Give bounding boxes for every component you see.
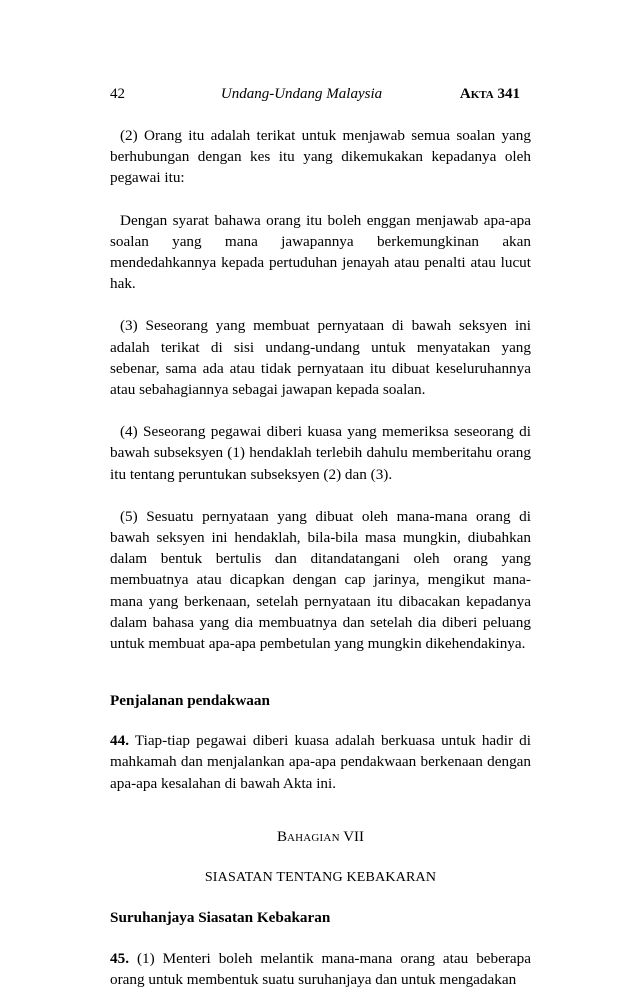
page-number: 42 xyxy=(110,86,125,102)
running-title: Undang-Undang Malaysia xyxy=(220,86,383,102)
section-44 xyxy=(110,730,531,794)
section-45-heading: Suruhanjaya Siasatan Kebakaran xyxy=(110,909,331,927)
proviso: Dengan syarat bahawa orang itu boleh enggan menjawab apa-apa soalan yang mana jawapannya berkemungkinan akan mendedahkannya kepada pertuduhan jenayah atau penalti atau lucut hak. xyxy=(110,211,531,293)
section-45-number: 45. xyxy=(110,950,129,968)
section-45 xyxy=(110,948,531,990)
section-44-number: 44. xyxy=(110,732,129,750)
act-prefix: A xyxy=(459,86,471,102)
page-header xyxy=(110,86,531,108)
section-44-heading: Penjalanan pendakwaan xyxy=(110,692,270,710)
section-45-text: (1) Menteri boleh melantik mana-mana orang atau beberapa orang untuk membentuk suatu suruhanjaya dan untuk mengadakan xyxy=(110,950,531,989)
act-small-caps: KTA xyxy=(470,89,494,101)
part-title: SIASATAN TENTANG KEBAKARAN xyxy=(204,870,437,886)
document-page xyxy=(110,86,531,991)
part-label-num: VII xyxy=(339,828,365,845)
act-num: 341 xyxy=(493,86,520,102)
subsection-3: (3) Seseorang yang membuat pernyataan di bawah seksyen ini adalah terikat di sisi undang-undang untuk menyatakan yang sebenar, sama ada atau tidak pernyataan itu dibuat keseluruhannya atau sebahagiannya sebagai jawapan kepada soalan. xyxy=(110,317,531,399)
subsection-2: (2) Orang itu adalah terikat untuk menjawab semua soalan yang berhubungan dengan kes itu yang dikemukakan kepadanya oleh pegawai itu: xyxy=(110,127,531,187)
part-label-first: B xyxy=(276,828,287,845)
section-44-text: Tiap-tiap pegawai diberi kuasa adalah berkuasa untuk hadir di mahkamah dan menjalankan apa-apa pendakwaan berkenaan dengan apa-apa kesalahan di bawah Akta ini. xyxy=(110,732,531,792)
part-label-small: AHAGIAN xyxy=(286,831,340,844)
subsection-5: (5) Sesuatu pernyataan yang dibuat oleh mana-mana orang di bawah seksyen ini hendaklah, bila-bila masa mungkin, diubahkan dalam bentuk bertulis dan ditandatangani oleh orang yang membuatnya atau dicapkan dengan cap jarinya, mengikut mana-mana yang berkenaan, setelah pernyataan itu dibacakan kepadanya dalam bahasa yang dia membuatnya dan setelah dia diberi peluang untuk membuat apa-apa pembetulan yang mungkin dikehendakinya. xyxy=(110,507,531,653)
part-label xyxy=(110,827,531,849)
act-number xyxy=(460,86,520,103)
subsection-4: (4) Seseorang pegawai diberi kuasa yang memeriksa seseorang di bawah subseksyen (1) hendaklah terlebih dahulu memberitahu orang itu tentang peruntukan subseksyen (2) dan (3). xyxy=(110,423,531,483)
